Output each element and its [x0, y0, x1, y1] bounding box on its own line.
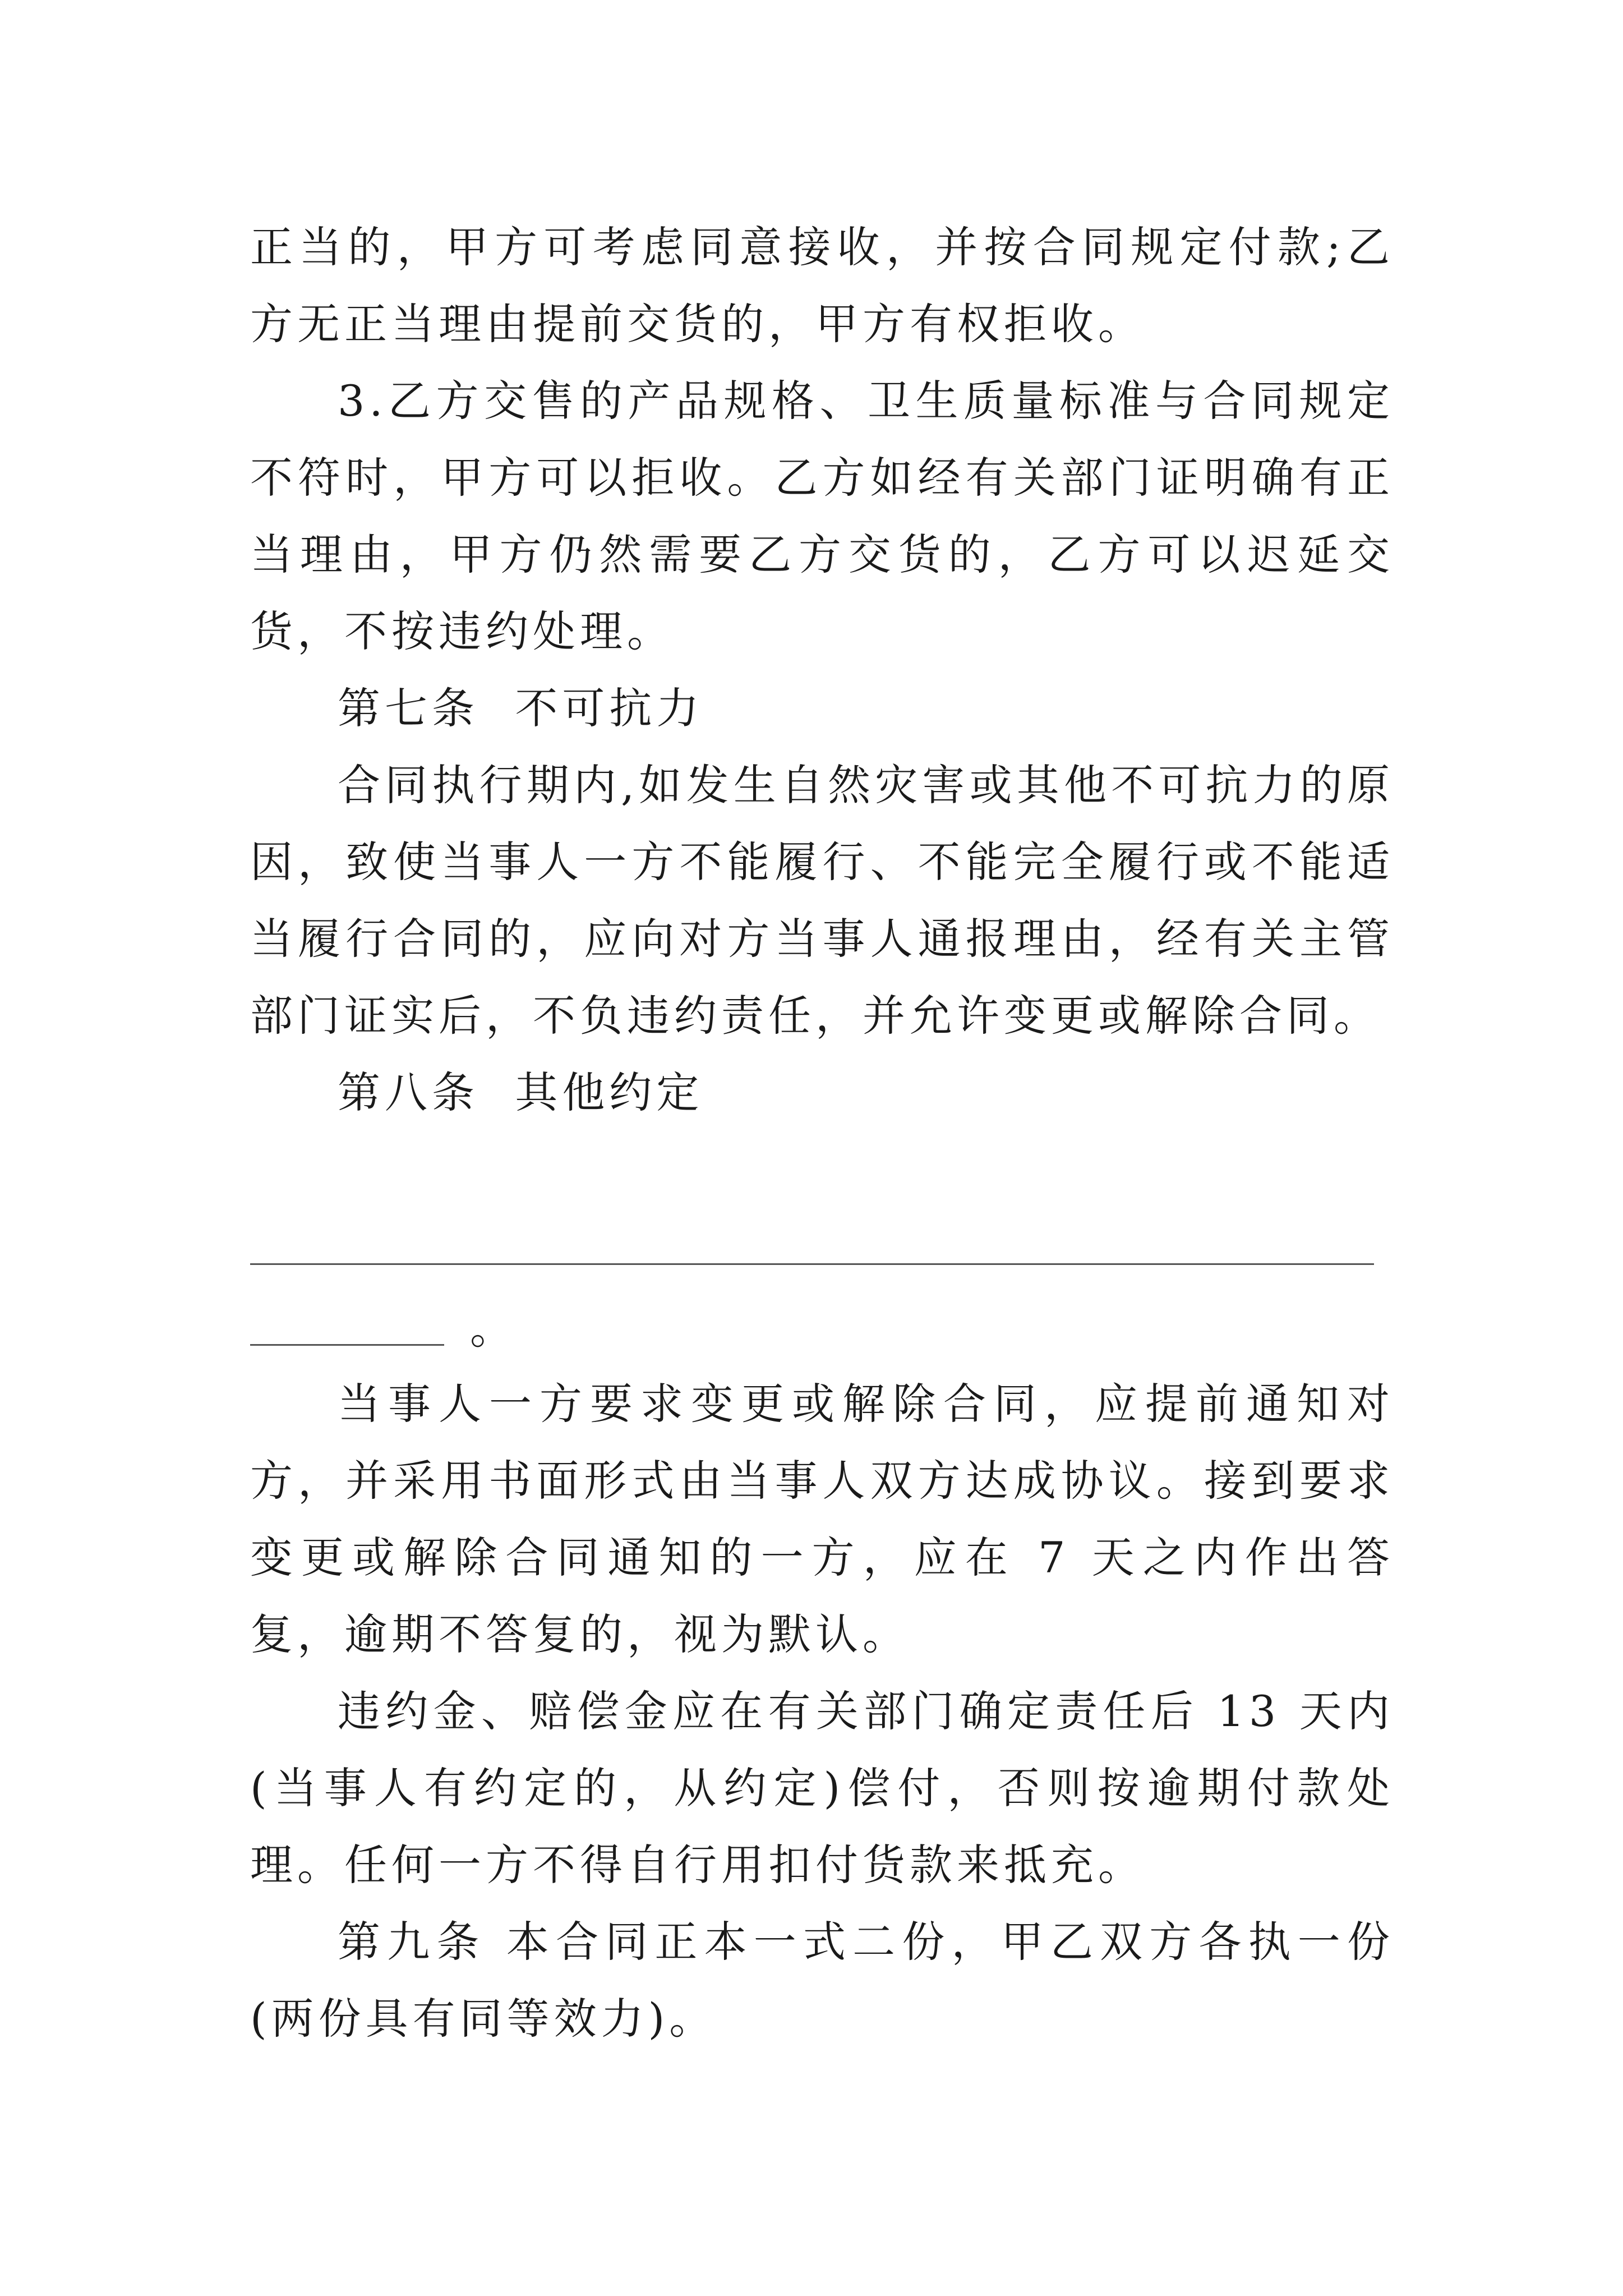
blank-terminal-period: 。	[470, 1304, 513, 1354]
paragraph-delivery-acceptance: 正当的，甲方可考虑同意接收，并按合同规定付款;乙方无正当理由提前交货的，甲方有权拒收。	[250, 222, 1394, 349]
heading-article-8: 第八条 其他约定	[338, 1068, 704, 1117]
heading-article-7: 第七条 不可抗力	[338, 683, 704, 733]
blank-fill-line-1	[250, 1263, 1374, 1265]
paragraph-force-majeure: 合同执行期内,如发生自然灾害或其他不可抗力的原因，致使当事人一方不能履行、不能完全履行或不能适当履行合同的，应向对方当事人通报理由，经有关主管部门证实后，不负违约责任，并允许变更或解除合同。	[250, 760, 1394, 1041]
paragraph-penalty-payment: 违约金、赔偿金应在有关部门确定责任后 13 天内(当事人有约定的，从约定)偿付，否则按逾期付款处理。任何一方不得自行用扣付货款来抵充。	[250, 1686, 1394, 1890]
paragraph-clause-3: 3.乙方交售的产品规格、卫生质量标准与合同规定不符时，甲方可以拒收。乙方如经有关部门证明确有正当理由，甲方仍然需要乙方交货的，乙方可以迟延交货，不按违约处理。	[250, 376, 1394, 656]
blank-fill-line-2	[250, 1344, 444, 1346]
paragraph-change-or-termination: 当事人一方要求变更或解除合同，应提前通知对方，并采用书面形式由当事人双方达成协议。接到要求变更或解除合同通知的一方，应在 7 天之内作出答复，逾期不答复的，视为默认。	[250, 1379, 1394, 1659]
paragraph-article-9: 第九条 本合同正本一式二份，甲乙双方各执一份(两份具有同等效力)。	[250, 1917, 1394, 2044]
